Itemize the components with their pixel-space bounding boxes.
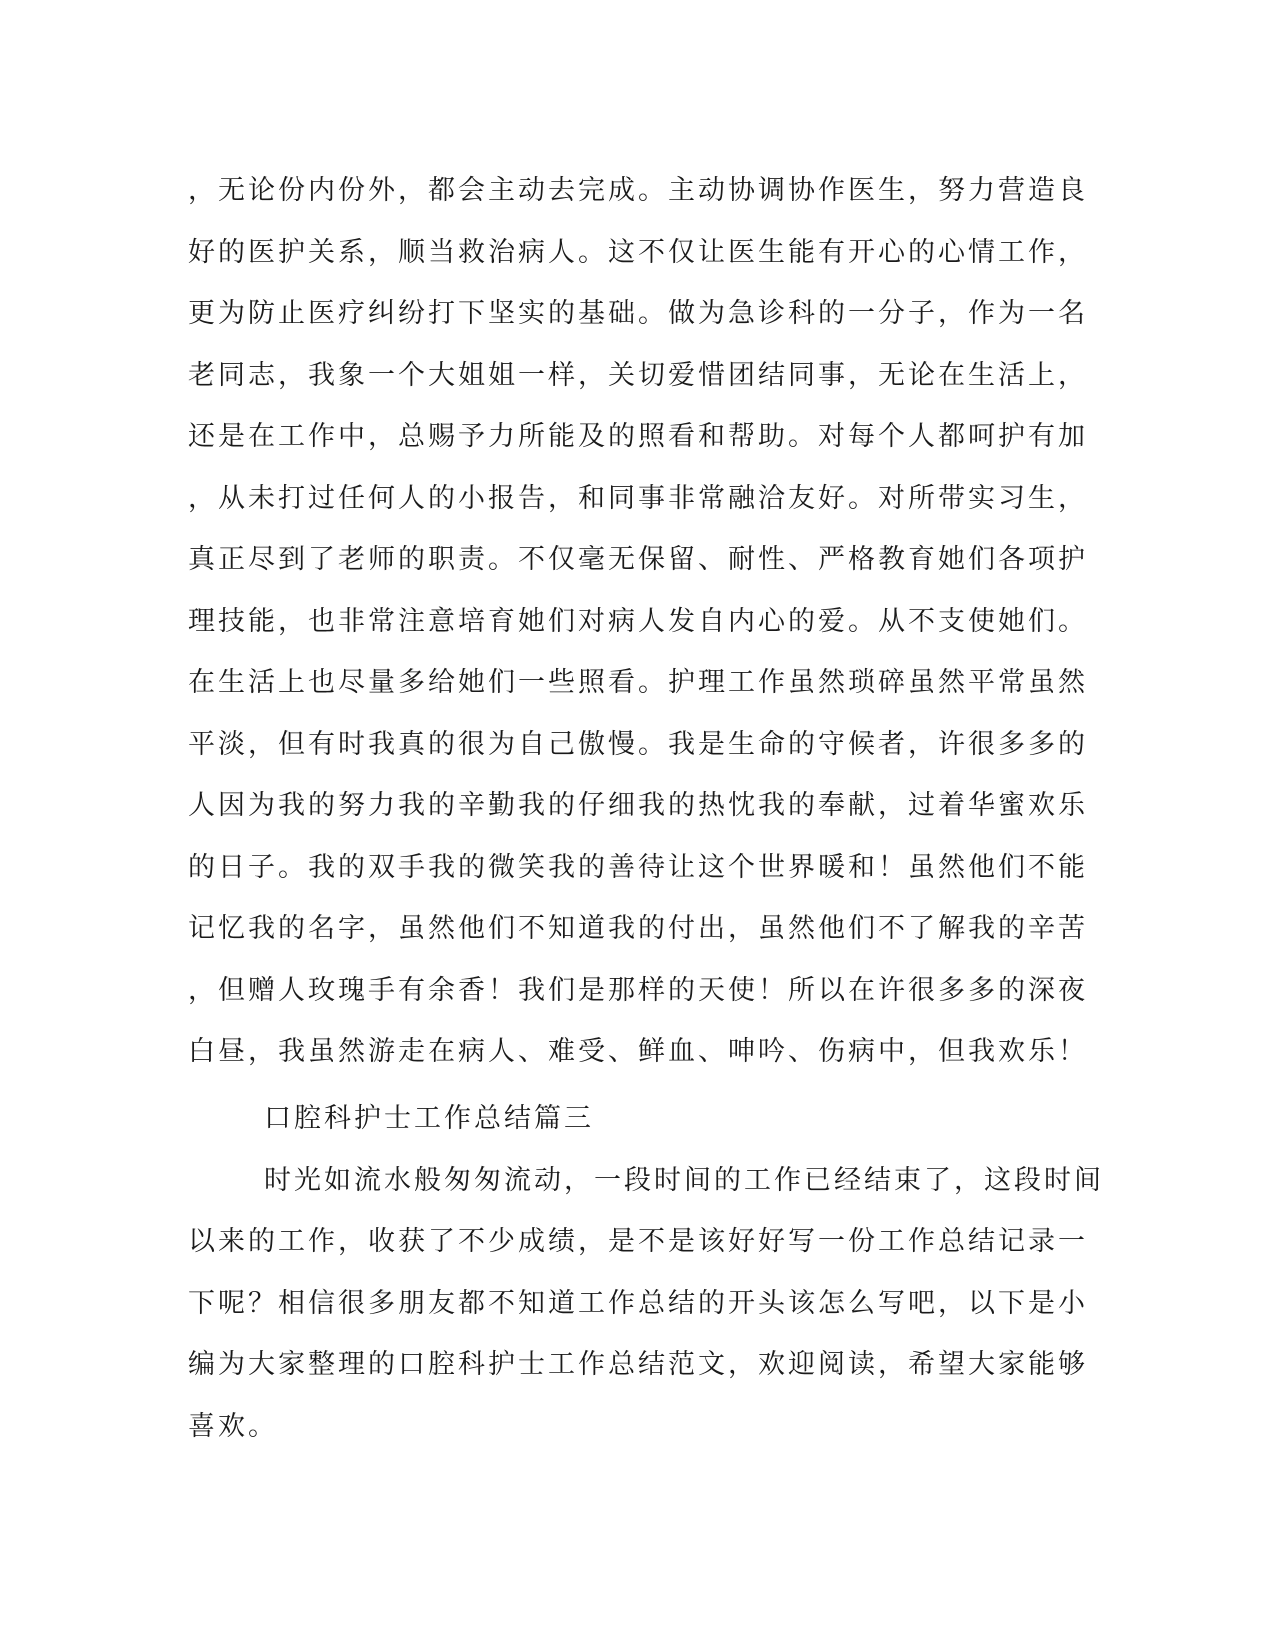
- text-line: 理技能，也非常注意培育她们对病人发自内心的爱。从不支使她们。: [188, 605, 1088, 637]
- text-line: 真正尽到了老师的职责。不仅毫无保留、耐性、严格教育她们各项护: [188, 544, 1088, 575]
- section-three: [188, 1088, 1104, 1457]
- text-line: 还是在工作中，总赐予力所能及的照看和帮助。对每个人都呵护有加: [188, 421, 1088, 452]
- text-line: 喜欢。: [188, 1410, 278, 1442]
- text-line: 在生活上也尽量多给她们一些照看。护理工作虽然琐碎虽然平常虽然: [188, 667, 1088, 698]
- text-line: 好的医护关系，顺当救治病人。这不仅让医生能有开心的心情工作，: [188, 236, 1088, 268]
- text-line: 老同志，我象一个大姐姐一样，关切爱惜团结同事，无论在生活上，: [188, 359, 1088, 391]
- text-line: 编为大家整理的口腔科护士工作总结范文，欢迎阅读，希望大家能够: [188, 1349, 1088, 1380]
- section-heading: 口腔科护士工作总结篇三: [264, 1103, 594, 1134]
- text-line: 下呢？相信很多朋友都不知道工作总结的开头该怎么写吧，以下是小: [188, 1287, 1088, 1319]
- text-line: ，从未打过任何人的小报告，和同事非常融洽友好。对所带实习生，: [188, 482, 1088, 514]
- text-line: 平淡，但有时我真的很为自己傲慢。我是生命的守候者，许很多多的: [188, 728, 1088, 760]
- text-line: 人因为我的努力我的辛勤我的仔细我的热忱我的奉献，过着华蜜欢乐: [188, 790, 1088, 821]
- text-line: 白昼，我虽然游走在病人、难受、鲜血、呻吟、伤病中，但我欢乐！: [188, 1036, 1088, 1067]
- text-line: 时光如流水般匆匆流动，一段时间的工作已经结束了，这段时间: [264, 1164, 1104, 1196]
- text-line: 的日子。我的双手我的微笑我的善待让这个世界暖和！虽然他们不能: [188, 851, 1088, 883]
- text-line: ，无论份内份外，都会主动去完成。主动协调协作医生，努力营造良: [188, 175, 1088, 206]
- text-line: ，但赠人玫瑰手有余香！我们是那样的天使！所以在许很多多的深夜: [188, 974, 1088, 1006]
- text-line: 记忆我的名字，虽然他们不知道我的付出，虽然他们不了解我的辛苦: [188, 913, 1088, 944]
- text-line: 更为防止医疗纠纷打下坚实的基础。做为急诊科的一分子，作为一名: [188, 298, 1088, 329]
- paragraph-continued: [188, 160, 1088, 1083]
- text-line: 以来的工作，收获了不少成绩，是不是该好好写一份工作总结记录一: [188, 1226, 1088, 1257]
